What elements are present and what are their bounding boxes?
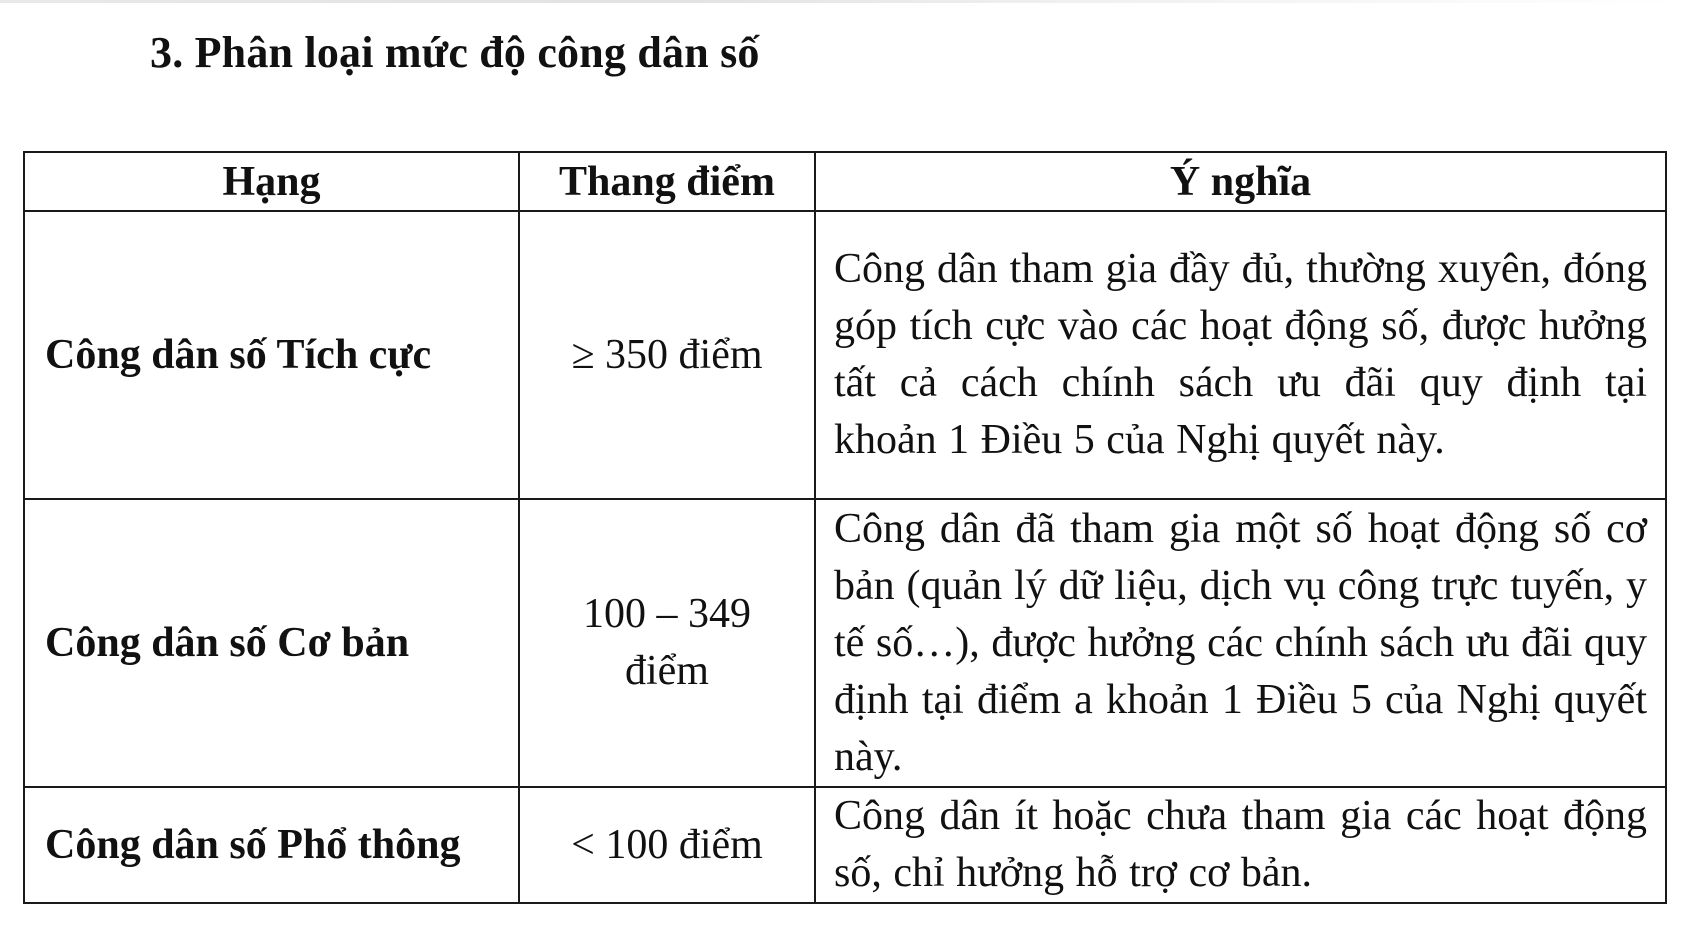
table-row: [24, 787, 1666, 903]
rank-label: Công dân số Tích cực: [45, 331, 432, 378]
table-header-row: [24, 152, 1666, 211]
rank-cell: [24, 499, 519, 787]
rank-cell: [24, 211, 519, 499]
score-cell: [519, 787, 815, 903]
score-cell: [519, 211, 815, 499]
meaning-description: Công dân đã tham gia một số hoạt động số cơ bản (quản lý dữ liệu, dịch vụ công trực tuyến, y tế số…), được hưởng các chính sách ưu đãi quy định tại điểm a khoản 1 Điều 5 của Nghị quyết này.: [834, 505, 1647, 780]
score-range: ≥ 350 điểm: [571, 331, 763, 378]
score-range: < 100 điểm: [571, 821, 763, 868]
rank-label: Công dân số Phổ thông: [45, 821, 461, 868]
score-range: 100 – 349 điểm: [583, 591, 751, 694]
rank-cell: [24, 787, 519, 903]
meaning-description: Công dân ít hoặc chưa tham gia các hoạt động số, chỉ hưởng hỗ trợ cơ bản.: [834, 793, 1647, 896]
header-rank: Hạng: [24, 152, 519, 211]
classification-table: [23, 151, 1667, 904]
table-row: [24, 211, 1666, 499]
section-heading: 3. Phân loại mức độ công dân số: [150, 28, 760, 77]
table-row: [24, 499, 1666, 787]
scan-edge-strip: [0, 0, 1686, 3]
meaning-cell: [815, 499, 1666, 787]
header-score: Thang điểm: [519, 152, 815, 211]
score-cell: [519, 499, 815, 787]
rank-label: Công dân số Cơ bản: [45, 619, 410, 666]
meaning-description: Công dân tham gia đầy đủ, thường xuyên, đóng góp tích cực vào các hoạt động số, được hưởng tất cả cách chính sách ưu đãi quy định tại khoản 1 Điều 5 của Nghị quyết này.: [834, 246, 1647, 463]
header-meaning: Ý nghĩa: [815, 152, 1666, 211]
meaning-cell: [815, 211, 1666, 499]
meaning-cell: [815, 787, 1666, 903]
